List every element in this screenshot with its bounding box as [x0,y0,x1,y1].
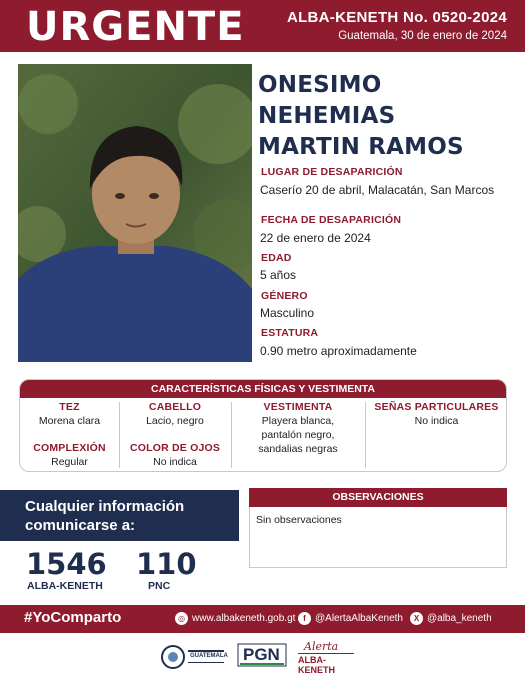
alerta-text: Alerta [304,640,339,653]
label-genero: GÉNERO [261,290,308,302]
value-genero: Masculino [260,306,315,320]
website-text: www.albakeneth.gob.gt [192,613,296,624]
cabello-value: Lacio, negro [146,415,204,427]
phone-alba-keneth-label: ALBA-KENETH [27,580,103,592]
alerta-alba-keneth-logo [298,640,354,676]
tez-cell [20,401,119,428]
contact-line-2: comunicarse a: [25,517,136,534]
tez-label: TEZ [59,401,80,413]
name-line-1: ONESIMO NEHEMIAS [258,72,396,129]
observations-title: OBSERVACIONES [249,488,507,507]
gov-logo-text: GUATEMALA [190,653,228,659]
vestimenta-label: VESTIMENTA [263,401,333,413]
label-edad: EDAD [261,252,292,264]
place-date: Guatemala, 30 de enero de 2024 [338,30,507,42]
vestimenta-line: Playera blanca, [261,415,335,427]
value-estatura: 0.90 metro aproximadamente [260,344,417,358]
vestimenta-line: sandalias negras [258,443,338,455]
case-number: ALBA-KENETH No. 0520-2024 [286,9,507,26]
contact-line-1: Cualquier información [25,498,185,515]
guatemala-gov-logo [160,640,226,674]
ojos-label: COLOR DE OJOS [129,442,221,454]
alba-keneth-logo-text: ALBA-KENETH [298,653,354,675]
missing-person-photo [18,64,252,362]
globe-icon: ◎ [175,612,188,625]
ojos-value: No indica [153,456,197,468]
urgent-title: URGENTE [26,4,245,50]
vestimenta-cell [231,401,365,456]
facebook-text: @AlertaAlbaKeneth [315,613,403,624]
vestimenta-line: pantalón negro, [261,429,335,441]
facebook-icon: f [298,612,311,625]
phone-pnc[interactable]: 110 [136,547,197,581]
ojos-cell [119,442,231,469]
footer-bar [0,605,525,633]
website-link[interactable] [175,612,295,625]
observations-box [249,488,507,568]
twitter-link[interactable] [410,612,492,625]
tez-value: Morena clara [38,415,101,427]
senas-label: SEÑAS PARTICULARES [374,401,499,413]
x-icon: X [410,612,423,625]
twitter-text: @alba_keneth [427,613,492,624]
logos-row [0,636,525,679]
contact-box [0,490,239,541]
complexion-label: COMPLEXIÓN [33,442,106,454]
cabello-cell [119,401,231,428]
label-estatura: ESTATURA [261,327,319,339]
value-edad: 5 años [260,268,297,282]
complexion-cell [20,442,119,469]
features-box [19,379,507,472]
observations-text: Sin observaciones [256,514,342,526]
value-fecha: 22 de enero de 2024 [260,231,371,245]
phone-alba-keneth[interactable]: 1546 [26,547,107,581]
hashtag[interactable]: #YoComparto [24,609,122,626]
pgn-logo [236,640,288,674]
senas-value: No indica [414,415,459,427]
value-lugar: Caserío 20 de abril, Malacatán, San Marcos [260,183,495,197]
person-name [258,70,518,163]
label-fecha: FECHA DE DESAPARICIÓN [261,214,402,226]
pgn-text: PGN [243,645,280,664]
label-lugar: LUGAR DE DESAPARICIÓN [261,166,403,178]
name-line-2: MARTIN RAMOS [258,134,464,160]
complexion-value: Regular [51,456,88,468]
facebook-link[interactable] [298,612,403,625]
phone-pnc-label: PNC [148,580,171,592]
senas-cell [365,401,507,428]
features-title: CARACTERÍSTICAS FÍSICAS Y VESTIMENTA [20,380,506,398]
header-bar [0,0,525,52]
cabello-label: CABELLO [148,401,202,413]
